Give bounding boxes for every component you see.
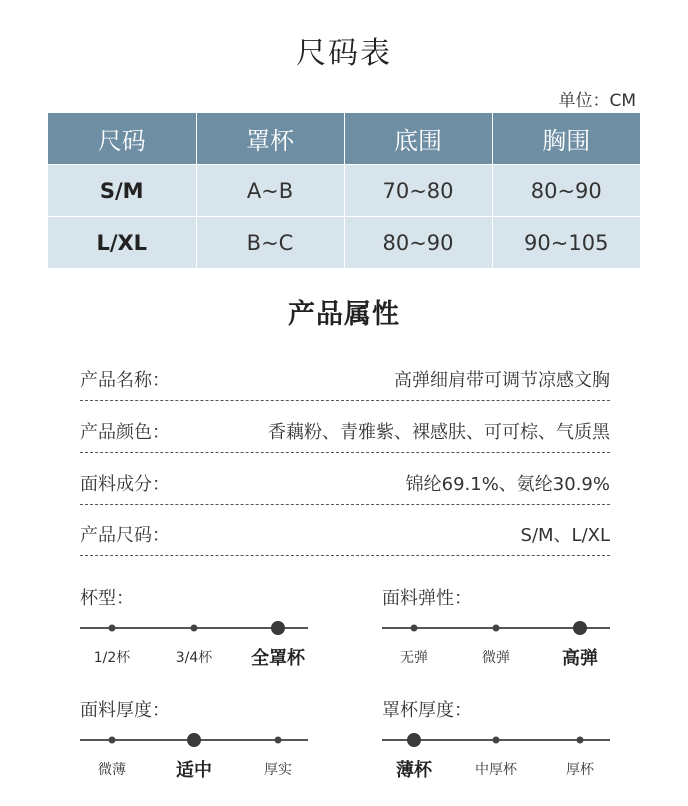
scale-option: 微弹 [482, 650, 510, 666]
scale-dot-selected [187, 733, 201, 747]
scale-widget [382, 696, 610, 806]
scale-dot [411, 625, 418, 632]
scale-option: 1/2杯 [93, 650, 131, 666]
scale-dot [493, 737, 500, 744]
attribute-row-material [80, 470, 610, 505]
scale-option-selected: 适中 [176, 760, 212, 781]
table-row [48, 165, 640, 217]
unit-label: 单位：CM [558, 91, 636, 111]
table-cell-cup: B~C [196, 217, 344, 269]
scale-dot [109, 737, 116, 744]
scale-dot-selected [573, 621, 587, 635]
attribute-row-color [80, 418, 610, 453]
size-chart-title: 尺码表 [296, 36, 392, 71]
table-cell-cup: A~B [196, 165, 344, 217]
attribute-label: 面料成分： [80, 474, 170, 495]
header-bust: 胸围 [492, 113, 640, 165]
table-cell-bust: 90~105 [492, 217, 640, 269]
scale-dot-selected [271, 621, 285, 635]
attribute-value: 锦纶69.1%、氨纶30.9% [405, 474, 610, 495]
scale-label: 面料厚度： [80, 700, 170, 721]
attribute-row-name [80, 366, 610, 401]
scale-option: 厚实 [264, 762, 292, 778]
scale-option-selected: 全罩杯 [251, 648, 305, 669]
attribute-value: 香藕粉、青雅紫、裸感肤、可可棕、气质黑 [268, 422, 610, 443]
scale-widget [80, 696, 308, 806]
scale-dot [109, 625, 116, 632]
scale-option: 3/4杯 [175, 650, 213, 666]
attribute-value: 高弹细肩带可调节凉感文胸 [394, 370, 610, 391]
scale-widget [80, 584, 308, 694]
scale-option-selected: 薄杯 [396, 760, 432, 781]
header-cup: 罩杯 [196, 113, 344, 165]
scale-option-selected: 高弹 [562, 648, 598, 669]
scale-label: 杯型： [80, 588, 134, 609]
scale-dot [493, 625, 500, 632]
size-table [48, 113, 640, 268]
attribute-value: S/M、L/XL [520, 525, 610, 546]
attribute-label: 产品尺码： [80, 525, 170, 546]
scale-option: 微薄 [98, 762, 126, 778]
scale-dot-selected [407, 733, 421, 747]
attributes-title: 产品属性 [288, 299, 400, 330]
header-size: 尺码 [48, 113, 196, 165]
size-table-header-row [48, 113, 640, 165]
attribute-label: 产品颜色： [80, 422, 170, 443]
scale-option: 无弹 [400, 650, 428, 666]
table-cell-underbust: 70~80 [344, 165, 492, 217]
attribute-label: 产品名称： [80, 370, 170, 391]
scale-dot [577, 737, 584, 744]
table-cell-size: L/XL [48, 217, 196, 269]
scale-widget [382, 584, 610, 694]
scale-label: 罩杯厚度： [382, 700, 472, 721]
header-underbust: 底围 [344, 113, 492, 165]
scale-option: 中厚杯 [475, 762, 517, 778]
scale-option: 厚杯 [566, 762, 594, 778]
table-cell-underbust: 80~90 [344, 217, 492, 269]
table-cell-bust: 80~90 [492, 165, 640, 217]
table-cell-size: S/M [48, 165, 196, 217]
scale-dot [275, 737, 282, 744]
attribute-row-size [80, 521, 610, 556]
scale-label: 面料弹性： [382, 588, 472, 609]
scale-dot [191, 625, 198, 632]
table-row [48, 217, 640, 269]
